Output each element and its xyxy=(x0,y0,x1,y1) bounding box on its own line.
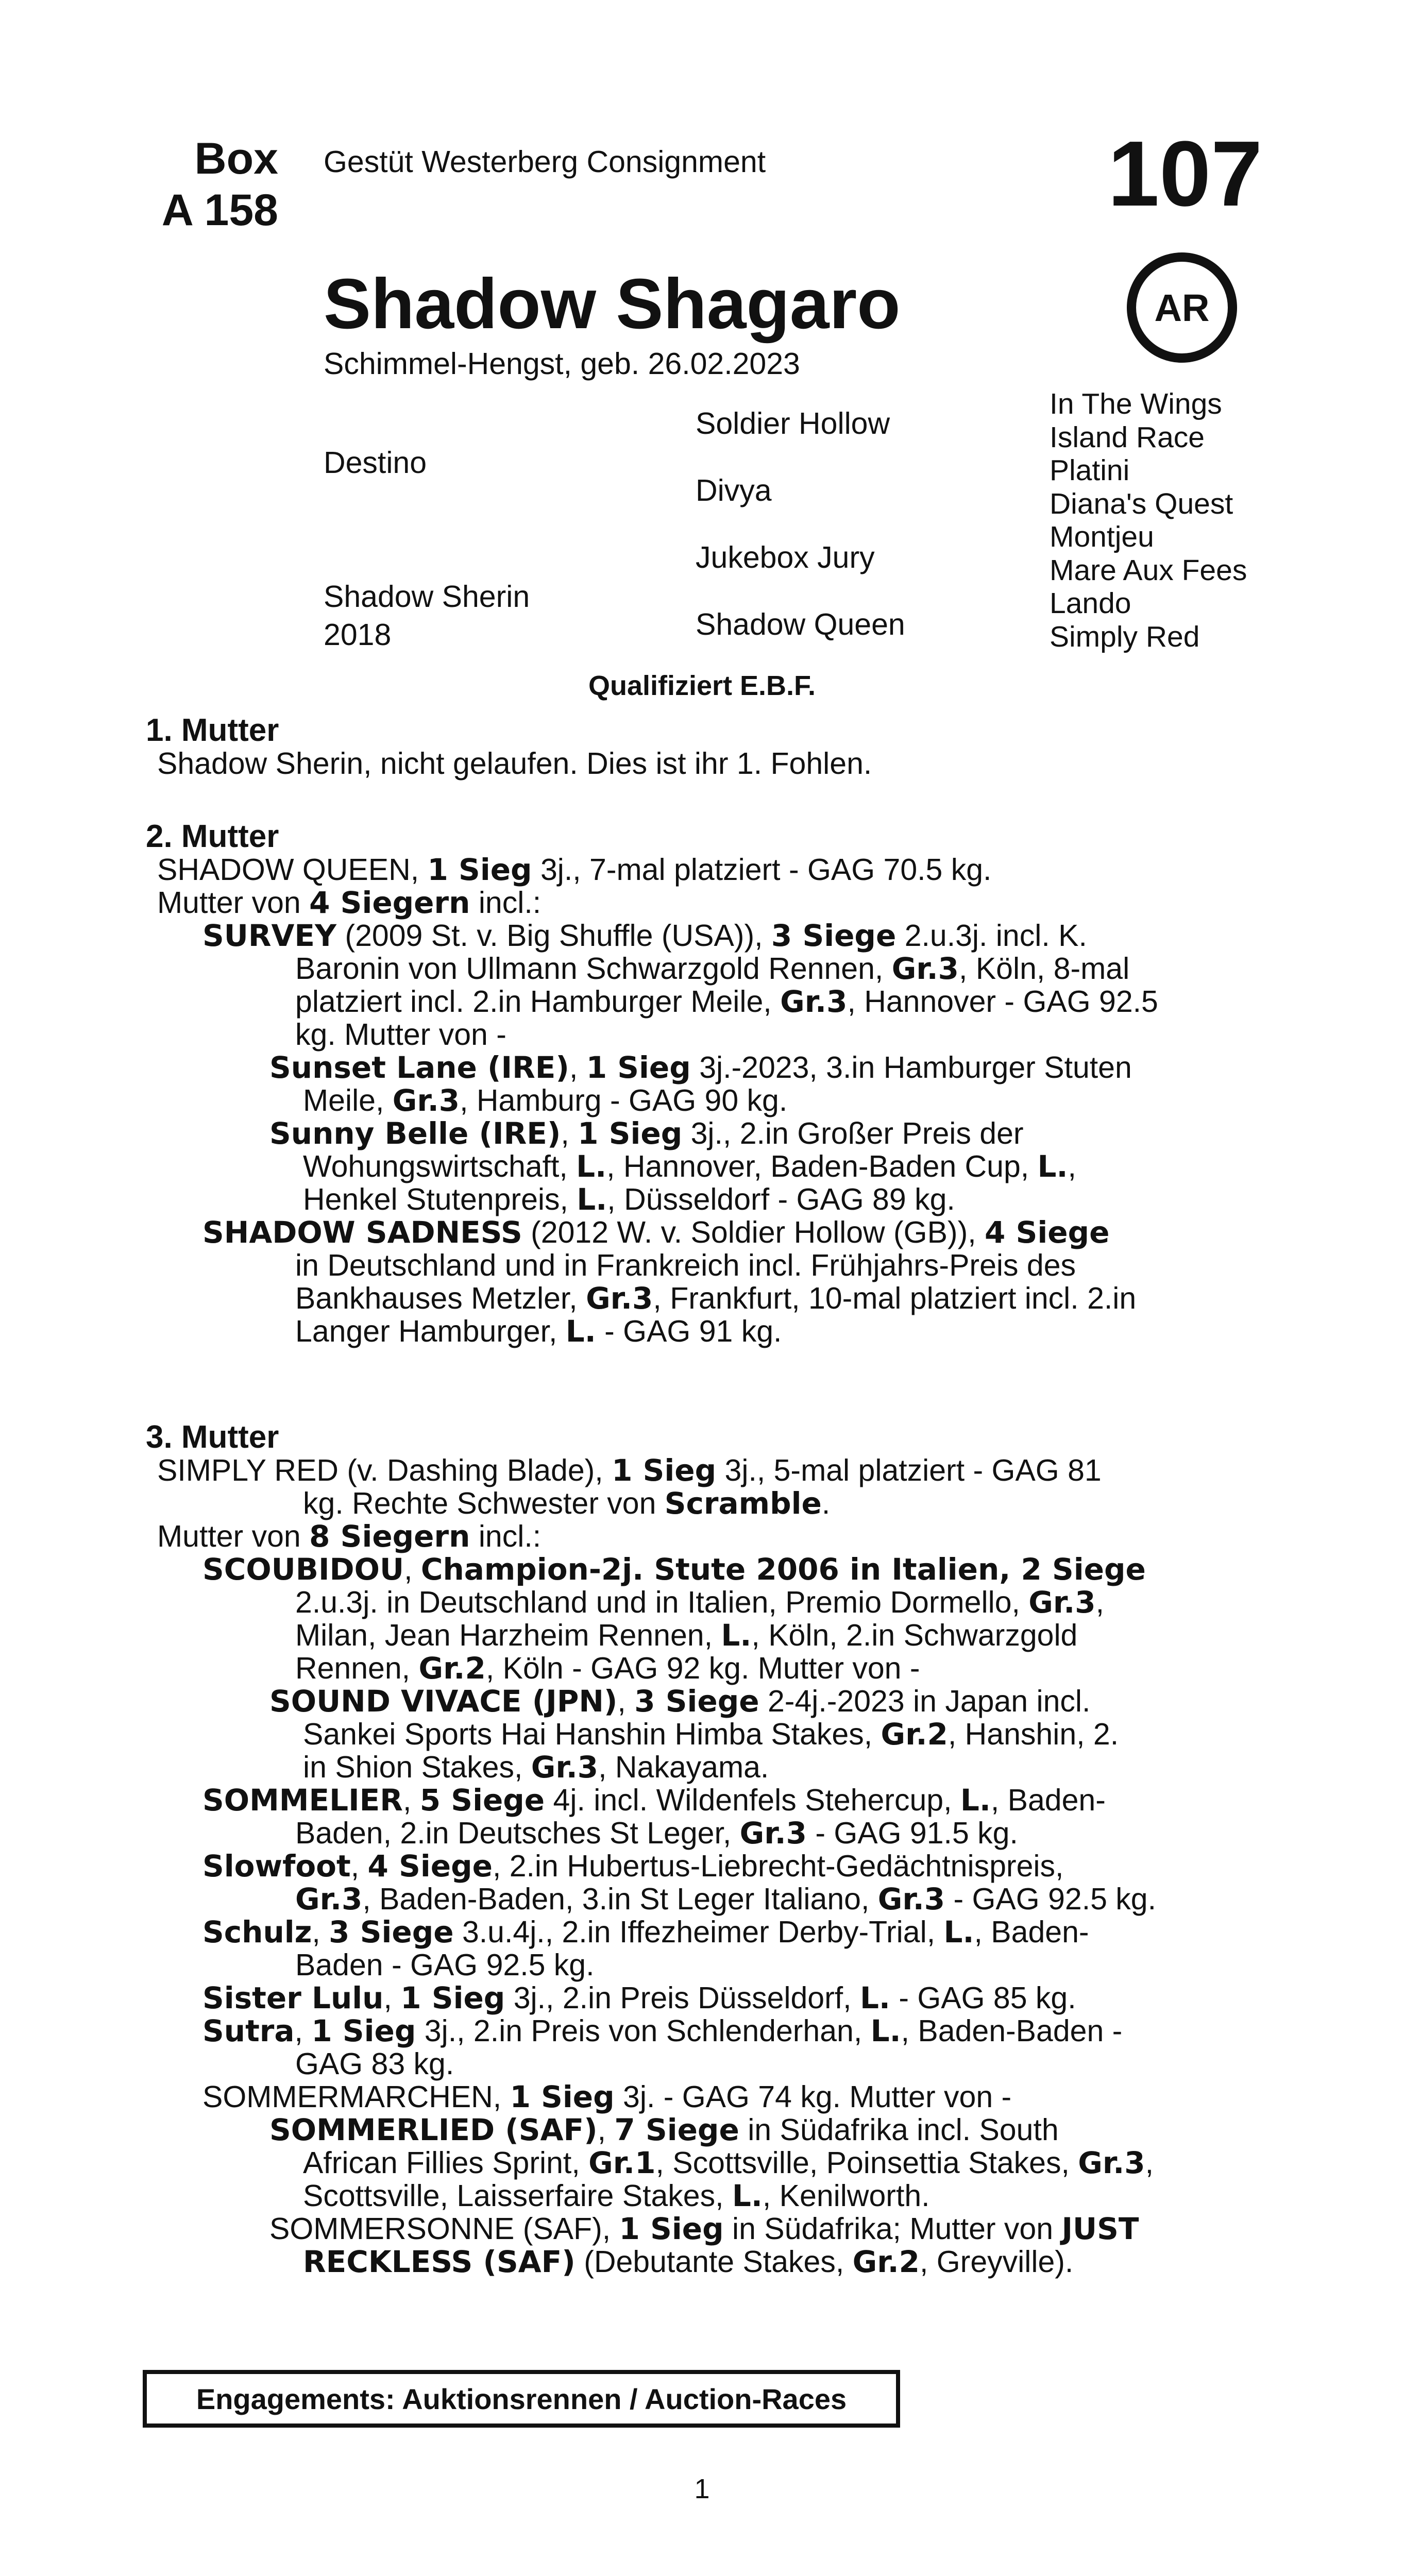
text-run: in Südafrika incl. South xyxy=(739,2113,1059,2147)
text-run: , xyxy=(1068,1149,1076,1183)
text-run: Scottsville, Laisserfaire Stakes, xyxy=(303,2179,732,2213)
bold-text: Gr.2 xyxy=(881,1717,948,1752)
horse-name-highlight: Slowfoot xyxy=(202,1849,351,1884)
text-run: 3j., 5-mal platziert - GAG 81 xyxy=(716,1453,1102,1487)
text-run: Rennen, xyxy=(295,1651,419,1685)
horse-name-highlight: Sutra xyxy=(202,2013,295,2048)
text-run: 2.u.3j. incl. K. xyxy=(896,919,1087,953)
bold-text: 3 Siege xyxy=(771,918,896,953)
text-run: GAG 83 kg. xyxy=(295,2047,454,2081)
text-run: (2009 St. v. Big Shuffle (USA)), xyxy=(336,919,771,953)
text-line xyxy=(146,1084,1269,1117)
text-line xyxy=(146,2245,1269,2278)
text-run: in Deutschland und in Frankreich incl. Frühjahrs-Preis des xyxy=(295,1248,1076,1282)
text-run: Wohungswirtschaft, xyxy=(303,1149,577,1183)
text-run: 3j. - GAG 74 kg. Mutter von - xyxy=(614,2080,1012,2114)
pedigree-grandparent: Jukebox Jury xyxy=(696,540,875,574)
text-run: , Hannover - GAG 92.5 xyxy=(847,985,1158,1019)
pedigree-great-grandparent: Lando xyxy=(1050,587,1131,620)
text-run: Mutter von xyxy=(157,886,310,920)
text-line xyxy=(146,2080,1269,2113)
text-run: SIMPLY RED (v. Dashing Blade), xyxy=(157,1453,612,1487)
text-line xyxy=(146,2179,1269,2212)
text-run: Mutter von xyxy=(157,1519,310,1553)
bold-text: Gr.2 xyxy=(852,2244,920,2279)
text-line xyxy=(146,1751,1269,1784)
text-run: , Scottsville, Poinsettia Stakes, xyxy=(655,2146,1078,2180)
text-line xyxy=(146,1454,1269,1487)
bold-text: Scramble xyxy=(664,1486,822,1521)
text-run: 4j. incl. Wildenfels Stehercup, xyxy=(545,1783,960,1817)
bold-text: Gr.3 xyxy=(531,1750,599,1785)
text-run: , xyxy=(597,2113,615,2147)
bold-text: 4 Siege xyxy=(367,1849,493,1884)
pedigree-great-grandparent: Island Race xyxy=(1050,420,1205,454)
text-line xyxy=(146,2014,1269,2047)
text-run: , xyxy=(404,1552,421,1586)
text-run: Meile, xyxy=(303,1083,393,1117)
text-run: Bankhauses Metzler, xyxy=(295,1281,586,1315)
text-line xyxy=(146,1051,1269,1084)
text-run: African Fillies Sprint, xyxy=(303,2146,589,2180)
text-run: , Baden- xyxy=(974,1915,1089,1949)
pedigree-great-grandparent: Diana's Quest xyxy=(1050,487,1233,520)
text-run: kg. Mutter von - xyxy=(295,1018,506,1052)
third-dam-section xyxy=(146,1421,1269,2278)
bold-text: 1 Sieg xyxy=(311,2013,416,2048)
pedigree-sire: Destino xyxy=(324,446,427,480)
text-line xyxy=(146,2113,1269,2146)
text-run: Milan, Jean Harzheim Rennen, xyxy=(295,1618,721,1652)
page-number: 1 xyxy=(694,2473,710,2504)
text-line xyxy=(146,1282,1269,1315)
bold-text: 4 Siege xyxy=(985,1215,1110,1250)
text-line xyxy=(146,1916,1269,1948)
bold-text: L. xyxy=(577,1182,607,1217)
bold-text: 8 Siegern xyxy=(309,1519,470,1554)
pedigree-grandparent: Shadow Queen xyxy=(696,607,905,641)
text-run: in Südafrika; Mutter von xyxy=(723,2212,1062,2246)
text-line xyxy=(146,1183,1269,1216)
text-run: SOMMERSONNE (SAF), xyxy=(269,2212,619,2246)
text-run: 3j.-2023, 3.in Hamburger Stuten xyxy=(690,1050,1132,1084)
text-run: . xyxy=(821,1486,831,1520)
horse-name-highlight: Sunset Lane (IRE) xyxy=(269,1050,569,1085)
lot-number: 107 xyxy=(1108,122,1263,226)
text-line xyxy=(146,919,1269,952)
text-run: , Köln, 2.in Schwarzgold xyxy=(751,1618,1078,1652)
text-run: in Shion Stakes, xyxy=(303,1750,531,1784)
text-line xyxy=(146,2047,1269,2080)
box-id: A 158 xyxy=(161,185,278,235)
text-run: , xyxy=(617,1684,635,1718)
consignor: Gestüt Westerberg Consignment xyxy=(324,145,766,179)
text-run: , Kenilworth. xyxy=(762,2179,930,2213)
first-dam-section xyxy=(146,714,1269,780)
text-line xyxy=(146,1784,1269,1817)
text-run: , xyxy=(350,1849,368,1883)
bold-text: 4 Siegern xyxy=(309,885,470,920)
text-run: 3j., 2.in Großer Preis der xyxy=(682,1116,1024,1150)
bold-text: Gr.3 xyxy=(780,984,848,1019)
text-line xyxy=(146,886,1269,919)
text-run: , xyxy=(1145,2146,1154,2180)
bold-text: Gr.3 xyxy=(891,951,959,986)
horse-name-highlight: SOUND VIVACE (JPN) xyxy=(269,1684,618,1719)
text-line xyxy=(146,1487,1269,1520)
pedigree-great-grandparent: Montjeu xyxy=(1050,520,1154,553)
horse-name-highlight: Schulz xyxy=(202,1914,312,1950)
bold-text: L. xyxy=(943,1914,974,1950)
bold-text: L. xyxy=(565,1314,596,1349)
text-run: , Hamburg - GAG 90 kg. xyxy=(460,1083,788,1117)
text-line xyxy=(146,1948,1269,1981)
text-line xyxy=(146,1586,1269,1619)
text-line xyxy=(146,1850,1269,1883)
bold-text: 1 Sieg xyxy=(578,1116,683,1151)
bold-text: Gr.3 xyxy=(586,1281,653,1316)
text-line xyxy=(146,853,1269,886)
horse-name-highlight: SHADOW SADNESS xyxy=(202,1215,522,1250)
text-line xyxy=(146,1150,1269,1183)
pedigree-great-grandparents xyxy=(1050,387,1247,653)
text-line xyxy=(146,1685,1269,1718)
first-dam-heading: 1. Mutter xyxy=(146,713,279,748)
bold-text: 1 Sieg xyxy=(586,1050,691,1085)
pedigree-dam: Shadow Sherin xyxy=(324,580,530,614)
bold-text: 5 Siege xyxy=(419,1783,545,1818)
text-run: , Greyville). xyxy=(920,2245,1074,2279)
bold-text: Gr.3 xyxy=(1028,1585,1096,1620)
horse-name-highlight: Sister Lulu xyxy=(202,1980,384,2015)
text-run: , 2.in Hubertus-Liebrecht-Gedächtnispreis, xyxy=(492,1849,1064,1883)
text-run: 3j., 2.in Preis Düsseldorf, xyxy=(505,1981,860,2015)
pedigree-grandparent: Divya xyxy=(696,473,772,507)
text-run: , xyxy=(569,1050,586,1084)
text-line xyxy=(146,1981,1269,2014)
text-run: , xyxy=(312,1915,329,1949)
bold-text: L. xyxy=(732,2178,763,2213)
third-dam-heading: 3. Mutter xyxy=(146,1419,279,1455)
text-run: (Debutante Stakes, xyxy=(575,2245,853,2279)
text-run: , Hannover, Baden-Baden Cup, xyxy=(606,1149,1038,1183)
text-run: , Köln, 8-mal xyxy=(959,952,1130,986)
bold-text: 3 Siege xyxy=(634,1684,759,1719)
bold-text: L. xyxy=(870,2013,901,2048)
text-run: , Hanshin, 2. xyxy=(948,1717,1119,1751)
bold-text: Champion-2j. Stute 2006 in Italien, 2 Siege xyxy=(420,1552,1146,1587)
bold-text: Gr.3 xyxy=(1078,2145,1145,2180)
text-run: platziert incl. 2.in Hamburger Meile, xyxy=(295,985,781,1019)
text-run: Langer Hamburger, xyxy=(295,1314,566,1348)
text-run: , Baden- xyxy=(990,1783,1106,1817)
horse-name-highlight: SOMMELIER xyxy=(202,1783,403,1818)
text-run: , Düsseldorf - GAG 89 kg. xyxy=(607,1182,955,1216)
text-run: SOMMERMARCHEN, xyxy=(202,2080,510,2114)
text-run: (2012 W. v. Soldier Hollow (GB)), xyxy=(522,1215,985,1249)
bold-text: Gr.3 xyxy=(739,1816,807,1851)
text-run: , Baden-Baden, 3.in St Leger Italiano, xyxy=(362,1882,878,1916)
text-line xyxy=(146,952,1269,985)
text-run: Baronin von Ullmann Schwarzgold Rennen, xyxy=(295,952,892,986)
text-run: 3j., 2.in Preis von Schlenderhan, xyxy=(416,2014,871,2048)
text-run: Baden, 2.in Deutsches St Leger, xyxy=(295,1816,740,1850)
box-number xyxy=(139,133,278,236)
text-run: Baden - GAG 92.5 kg. xyxy=(295,1948,595,1982)
first-dam-text: Shadow Sherin, nicht gelaufen. Dies ist ihr 1. Fohlen. xyxy=(157,747,872,781)
bold-text: 1 Sieg xyxy=(510,2079,615,2114)
text-run: , xyxy=(402,1783,420,1817)
bold-text: Gr.1 xyxy=(588,2145,656,2180)
horse-name-highlight: JUST xyxy=(1061,2211,1139,2246)
bold-text: 1 Sieg xyxy=(427,852,532,887)
pedigree-great-grandparent: Simply Red xyxy=(1050,620,1200,653)
text-line xyxy=(146,985,1269,1018)
text-run: 3.u.4j., 2.in Iffezheimer Derby-Trial, xyxy=(453,1915,944,1949)
text-line xyxy=(146,1553,1269,1586)
text-run: kg. Rechte Schwester von xyxy=(303,1486,665,1520)
text-line xyxy=(146,1817,1269,1850)
bold-text: L. xyxy=(859,1980,890,2015)
text-line xyxy=(146,1216,1269,1249)
bold-text: L. xyxy=(721,1618,752,1653)
horse-name-highlight: SOMMERLIED (SAF) xyxy=(269,2112,598,2147)
horse-name-highlight: Sunny Belle (IRE) xyxy=(269,1116,561,1151)
text-run: 2-4j.-2023 in Japan incl. xyxy=(759,1684,1091,1718)
bold-text: 1 Sieg xyxy=(400,1980,505,2015)
text-line xyxy=(146,1018,1269,1051)
second-dam-section xyxy=(146,820,1269,1348)
text-run: - GAG 92.5 kg. xyxy=(945,1882,1156,1916)
ar-badge-label: AR xyxy=(1154,286,1210,329)
horse-name-highlight: SCOUBIDOU xyxy=(202,1552,404,1587)
text-line xyxy=(146,1619,1269,1652)
bold-text: 3 Siege xyxy=(329,1914,454,1950)
text-run: , Baden-Baden - xyxy=(901,2014,1123,2048)
text-run: SHADOW QUEEN, xyxy=(157,853,428,887)
engagements-box xyxy=(143,2370,900,2428)
text-line xyxy=(146,1718,1269,1751)
text-line xyxy=(146,1883,1269,1916)
bold-text: 1 Sieg xyxy=(612,1453,717,1488)
pedigree-grandparent: Soldier Hollow xyxy=(696,406,890,440)
text-run: Sankei Sports Hai Hanshin Himba Stakes, xyxy=(303,1717,881,1751)
pedigree-great-grandparent: In The Wings xyxy=(1050,387,1222,420)
box-label: Box xyxy=(194,134,278,183)
pedigree-great-grandparent: Mare Aux Fees xyxy=(1050,553,1247,587)
horse-description: Schimmel-Hengst, geb. 26.02.2023 xyxy=(324,347,800,381)
text-line xyxy=(146,1652,1269,1685)
horse-name-highlight: RECKLESS (SAF) xyxy=(303,2244,576,2279)
engagements-label: Engagements: Auktionsrennen / Auction-Races xyxy=(196,2382,847,2415)
text-run: 3j., 7-mal platziert - GAG 70.5 kg. xyxy=(532,853,992,887)
text-line xyxy=(146,1520,1269,1553)
text-line xyxy=(146,1249,1269,1282)
ar-badge xyxy=(1127,252,1237,363)
horse-name-highlight: SURVEY xyxy=(202,918,337,953)
text-run: , xyxy=(1095,1585,1105,1619)
text-line xyxy=(146,1315,1269,1348)
bold-text: L. xyxy=(576,1149,607,1184)
text-run: - GAG 91 kg. xyxy=(596,1314,782,1348)
text-run: , xyxy=(383,1981,401,2015)
text-run: , Nakayama. xyxy=(598,1750,769,1784)
qualification: Qualifiziert E.B.F. xyxy=(588,670,816,701)
bold-text: L. xyxy=(1037,1149,1068,1184)
text-run: Henkel Stutenpreis, xyxy=(303,1182,577,1216)
bold-text: 1 Sieg xyxy=(619,2211,724,2246)
bold-text: Gr.3 xyxy=(392,1083,460,1118)
pedigree-dam-year: 2018 xyxy=(324,618,392,652)
text-run: , xyxy=(561,1116,578,1150)
text-run: incl.: xyxy=(470,1519,542,1553)
pedigree-great-grandparent: Platini xyxy=(1050,454,1130,487)
text-run: - GAG 85 kg. xyxy=(890,1981,1076,2015)
bold-text: Gr.3 xyxy=(877,1882,945,1917)
text-line xyxy=(146,2212,1269,2245)
text-line xyxy=(146,2146,1269,2179)
bold-text: L. xyxy=(960,1783,991,1818)
text-run: , Frankfurt, 10-mal platziert incl. 2.in xyxy=(653,1281,1137,1315)
text-run: incl.: xyxy=(470,886,542,920)
bold-text: 7 Siege xyxy=(614,2112,739,2147)
text-run: - GAG 91.5 kg. xyxy=(806,1816,1018,1850)
second-dam-heading: 2. Mutter xyxy=(146,819,279,854)
text-line xyxy=(146,1117,1269,1150)
text-run: 2.u.3j. in Deutschland und in Italien, Premio Dormello, xyxy=(295,1585,1029,1619)
horse-name: Shadow Shagaro xyxy=(324,264,901,344)
text-run: , Köln - GAG 92 kg. Mutter von - xyxy=(485,1651,920,1685)
bold-text: Gr.3 xyxy=(295,1882,363,1917)
text-run: , xyxy=(294,2014,312,2048)
bold-text: Gr.2 xyxy=(418,1651,486,1686)
